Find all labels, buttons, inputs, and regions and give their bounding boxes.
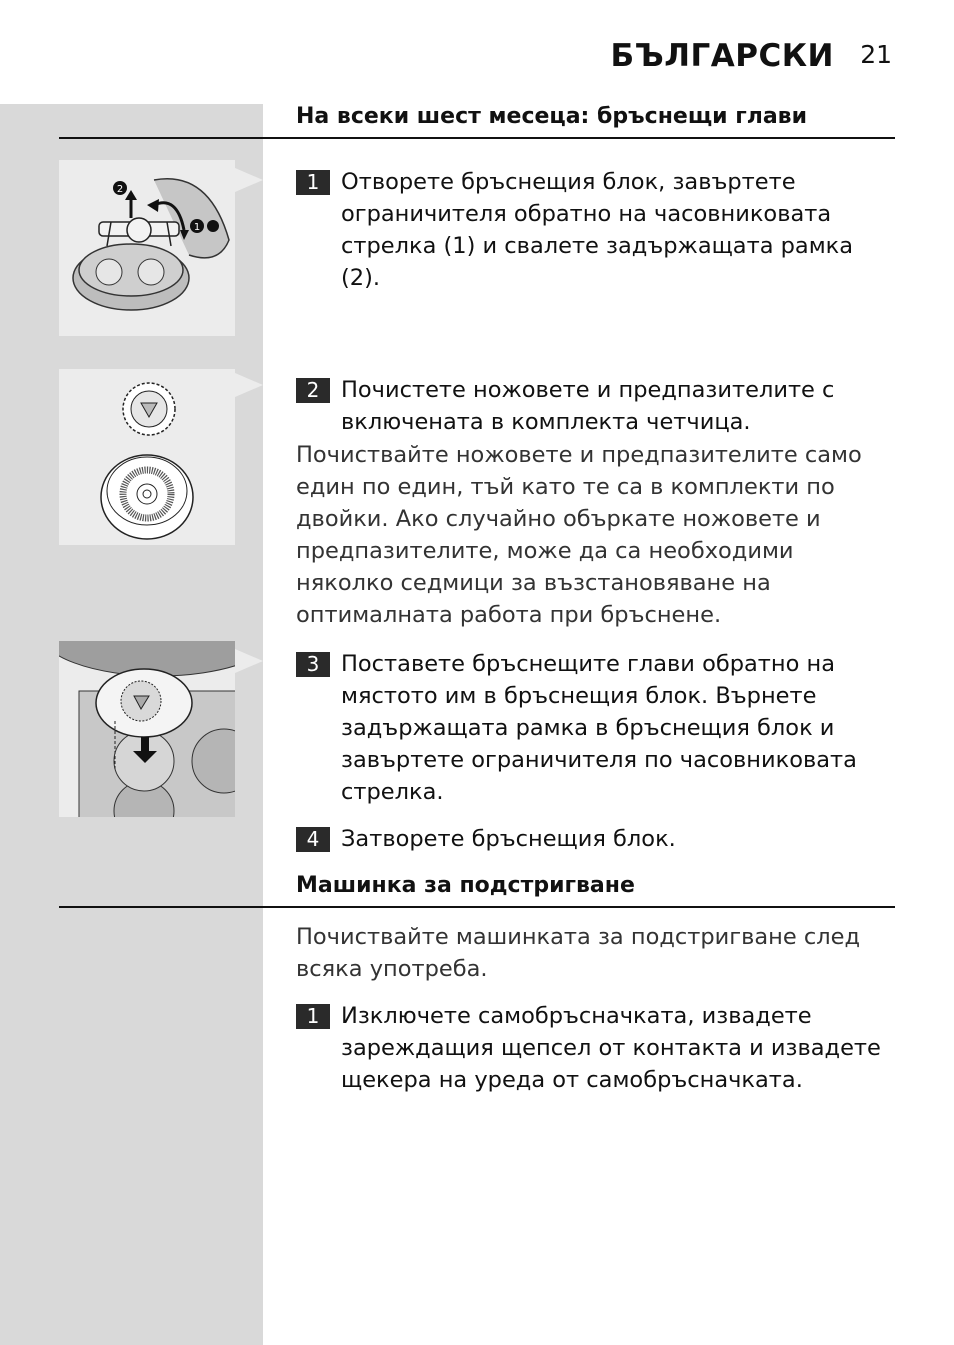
step-text: Поставете бръснещите глави обратно на мястото им в бръснещия блок. Върнете задържащата рамка в бръснещия блок и завъртете ограничителя по часовниковата стрелка. bbox=[341, 651, 857, 805]
figure-pointer bbox=[235, 168, 263, 192]
step-number-badge: 2 bbox=[296, 378, 330, 403]
step-4-close-unit bbox=[296, 823, 896, 855]
step-1-open-unit bbox=[296, 166, 896, 294]
step-text: Изключете самобръсначката, извадете зареждащия щепсел от контакта и извадете щекера на уреда от самобръсначката. bbox=[341, 1003, 881, 1093]
figure-pointer bbox=[235, 649, 263, 673]
step-1-switch-off bbox=[296, 1000, 896, 1096]
figure-pointer bbox=[235, 373, 263, 397]
page-number: 21 bbox=[860, 40, 892, 69]
step-number-badge: 1 bbox=[296, 170, 330, 195]
language-title: БЪЛГАРСКИ bbox=[610, 38, 834, 74]
step-text: Почистете ножовете и предпазителите с включената в комплекта четчица. bbox=[341, 377, 835, 435]
illustration-cutter-guard bbox=[59, 369, 235, 545]
step-number-badge: 3 bbox=[296, 652, 330, 677]
cleaning-note: Почиствайте ножовете и предпазителите само един по един, тъй като те са в комплекти по двойки. Ако случайно объркате ножовете и предпазителите, може да са необходими няколко седмици за възстановяване на оптималната работа при бръснене. bbox=[296, 442, 862, 628]
step-text: Затворете бръснещия блок. bbox=[341, 826, 676, 852]
step-3-replace-heads bbox=[296, 648, 896, 808]
step-number-badge: 1 bbox=[296, 1004, 330, 1029]
section-heading-trimmer: Машинка за подстригване bbox=[296, 873, 635, 898]
step-2-clean-cutters bbox=[296, 374, 896, 438]
illustration-insert-head bbox=[59, 641, 235, 817]
illustration-open-unit bbox=[59, 160, 235, 336]
cutter-and-guard-icon bbox=[59, 369, 235, 545]
section-divider bbox=[59, 906, 895, 908]
insert-shaving-head-icon bbox=[59, 641, 235, 817]
section-divider bbox=[59, 137, 895, 139]
trimmer-intro: Почиствайте машинката за подстригване след всяка употреба. bbox=[296, 924, 861, 982]
figure-label-1: 1 bbox=[193, 222, 201, 233]
step-number-badge: 4 bbox=[296, 827, 330, 852]
figure-label-2: 2 bbox=[116, 184, 124, 195]
shaving-unit-open-icon bbox=[59, 160, 235, 336]
section-heading-shaving-heads: На всеки шест месеца: бръснещи глави bbox=[296, 104, 808, 129]
step-text: Отворете бръснещия блок, завъртете ограничителя обратно на часовниковата стрелка (1) и свалете задържащата рамка (2). bbox=[341, 169, 854, 291]
